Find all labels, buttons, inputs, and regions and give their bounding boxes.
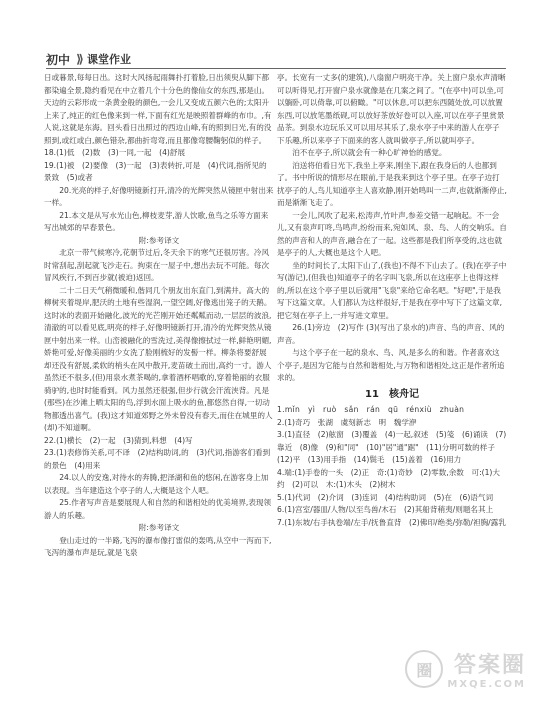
header-tab [46,50,131,68]
paragraph: 1.mǐn yì ruò sǎn rán qū rénxiù zhuàn [277,405,465,414]
paragraph: 与这个亭子在一起的泉水、鸟、风,是多么的和谐。作者喜欢这个亭子,是因为它能与自然和谐相处,与万物和谐相处,这正是作者所追求的。 [277,348,505,382]
paragraph: 21.本文是从写水光山色,柳枝麦芽,游人饮歌,鱼鸟之乐等方面来写出城郊的早春景色。 [44,210,269,232]
paragraph: 6.(1)宫室/器皿/人物/以至鸟兽/木石 (2)其船背稍夷/则题名其上 [277,505,494,514]
paragraph: 25.作者写声音是要展现人和自然的和谐相处的优美境界,表现领游人的乐趣。 [44,498,272,520]
watermark-badge: 圈 [405,650,443,688]
paragraph: 泊送将伯看日光下,我坐上亭来,刚坐下,跟在我身后的人也都到了。书中所说的情形尽在眼前,于是我来到这个亭子里。在亭子边打扰亭子的人,鸟儿知道亭主人喜欢静,刚开始鸣叫一二声,也就渐渐停止,而是渐渐飞走了。 [277,160,507,207]
paragraph: 19.(1)被 (2)要像 (3)一起 (3)表转折,可是 (4)代词,指所见的景致 (5)或者 [44,160,267,182]
paragraph: 3.(1)直径 (2)舷窗 (3)覆盖 (4)一起,叙述 (5)笺 (6)诵读 (7)靠近 (8)像 (9)和"同" (10)"居"通"踞" (11)分明可数的样子 (12)平 (13)用手指 (14)鬓毛 (15)盖着 (16)用力 [277,430,507,464]
paragraph: 18.(1)低 (2)数 (3)一同,一起 (4)舒展 [44,148,186,157]
paragraph: 4.端:(1)手卷的一头 (2)正 奇:(1)奇妙 (2)零数,余数 可:(1)大约 (2)可以 木:(1)木头 (2)树木 [277,467,500,489]
watermark [376,645,526,693]
paragraph: 一会儿,风吹了起来,松涛声,竹叶声,参差交错一起响起。不一会儿,又有泉声叮咚,鸟鸣声,纷纷而来,宛如风、泉、鸟、人的交响乐。自然的声音和人的声音,融合在了一起。这些都是我们所享受的,这也就是亭子的人,大概也是这个人吧。 [277,210,507,257]
watermark-text [447,648,526,690]
paragraph: 亭。长宽有一丈多(的建筑),八扇窗户明亮干净。关上窗户泉水声清晰可以听得见,打开窗户泉水就像是在几案之间了。"(在亭中)可以坐,可以躺卧,可以倚靠,可以俯瞰。"可以休息,可以把东西随处放,可以放置东西,可以放笔墨纸砚,可以放好茶放好卷可以入座,可以在亭子里赏景品茶。到泉水边玩乐又可以用尽其乐了,泉水亭子中来的游人在亭子下乐趣,所以来亭子下面来的客人就叫做亭子,所以就叫亭子。 [277,73,506,145]
paragraph: 20.光亮的样子,好像明镜新打开,清冷的光辉突然从镜匣中射出来一样。 [44,185,274,207]
header-divider [46,68,506,69]
lesson-title: 11 核舟记 [365,388,419,400]
paragraph: 2.(1)奇巧 张湖 虞刻新志 明 魏学洢 [277,417,417,427]
page-header [0,0,546,70]
section-heading: 附:参考译文 [138,523,180,532]
double-chevron-icon: ⟩⟩ [76,52,81,66]
section-label: 课堂作业 [86,53,131,66]
paragraph: 登山走过的一半路,飞泻的瀑布像打雷似的轰鸣,从空中一泻而下,飞泻的瀑布声是玩,就是飞泉 [44,535,272,557]
left-column [44,72,274,687]
paragraph: 二十二日天气稍微暖和,偕同几个朋友出东直门,到满井。高大的柳树夹着堤岸,肥沃的土地有些湿润,一望空阔,好像逃出笼子的天鹅。这时冰的表面开始融化,波光的光芒刚开始还粼粼而动,一层层的波浪,清澈的可以看见底,明亮的样子,好像明镜新打开,清冷的光辉突然从镜匣中射出来一样。山峦被融化的雪洗过,美得像擦拭过一样,鲜艳明媚,娇艳可爱,好像美丽的少女洗了脸刚梳好的发髻一样。柳条将要舒展却还没有舒展,柔软的梢头在风中散开,麦苗破土而出,高约一寸。游人虽然还不很多,(但)用泉水煮茶喝的,拿着酒杯唱歌的,穿着艳丽的衣服骑驴的,也时时能看到。风力虽然还很强,但步行就会汗流浃背。凡是(那些)在沙滩上晒太阳的鸟,浮到水面上吸水的鱼,都悠然自得,一切动物都透出喜气。(我)这才知道郊野之外未曾没有春天,而住在城里的人(却)不知道啊。 [44,285,273,432]
watermark-en: MXQE.COM [447,679,526,690]
paragraph: 日或暮景,每每日出。这时大风扬起雨舞扑打着脸,日出须臾从脚下都都染遍全景,隐约看见在中立着几个十分色的像仙女的东西,那是山。天边的云彩形成一条黄金般的颜色,一会儿又变成五颜六色的;太阳升上来了,纯正的红色像来到一样,下面有红光是映照着群峰的布巾。,有人说,这就是东海。回头看日出照过的西边山峰,有的照到日光,有的没照到,或红或白,颜色错杂,都曲折弯弯,而且都像弯腰鞠躬似的样子。 [44,73,272,145]
paragraph: 24.以人的安逸,对待水的奔腾,把泽湖和鱼的悠闲,在游客身上加以表现。当年建造这个亭子的人,大概是这个人吧。 [44,473,269,495]
paragraph: 23.(1)表修饰关系,可不译 (2)结构助词,的 (3)代词,指游客们看到的景色 (4)用来 [44,448,271,470]
paragraph: 5.(1)代词 (2)介词 (3)连词 (4)结构助词 (5)在 (6)语气词 [277,492,494,502]
section-heading: 附:参考译文 [138,235,180,245]
paragraph: 坐的时间长了,太阳下山了,(我也)不得不下山去了。(我)在亭子中写(游记),(但我也)知道亭子的名字叫飞泉,所以在这座亭上也得这样的,所以在这个亭子里以后就用"飞泉"来给它命名吧。"好吧",于是我写下这篇文章。人们都认为这样很好,于是我在亭中写下了这篇文章,把它刻在亭子上,一并写进文章里。 [277,260,507,320]
paragraph: 7.(1)东坡/右手执卷端/左手/抚鲁直背 (2)佛印/绝类/弥勒/袒胸/露乳 [277,517,506,527]
paragraph: 北京一带气候寒冷,花朝节过后,冬天余下的寒气还很厉害。冷风时常刮起,刮起就飞沙走石。拘束在一屋子中,想出去玩不可能。每次冒风疾行,不到百步就(被迫)返回。 [44,248,270,282]
right-column [277,72,507,672]
level-label: 初中 [46,52,71,67]
paragraph: 泊不在亭子,所以就会有一种心旷神怡的感觉。 [292,148,447,157]
paragraph: 26.(1)旁边 (2)写作 (3)(写出了泉水的)声音、鸟的声音、风的声音。 [277,323,505,345]
paragraph: 22.(1)横长 (2)一起 (3)猜到,料想 (4)写 [44,435,193,445]
watermark-cn: 答案圈 [453,653,526,678]
